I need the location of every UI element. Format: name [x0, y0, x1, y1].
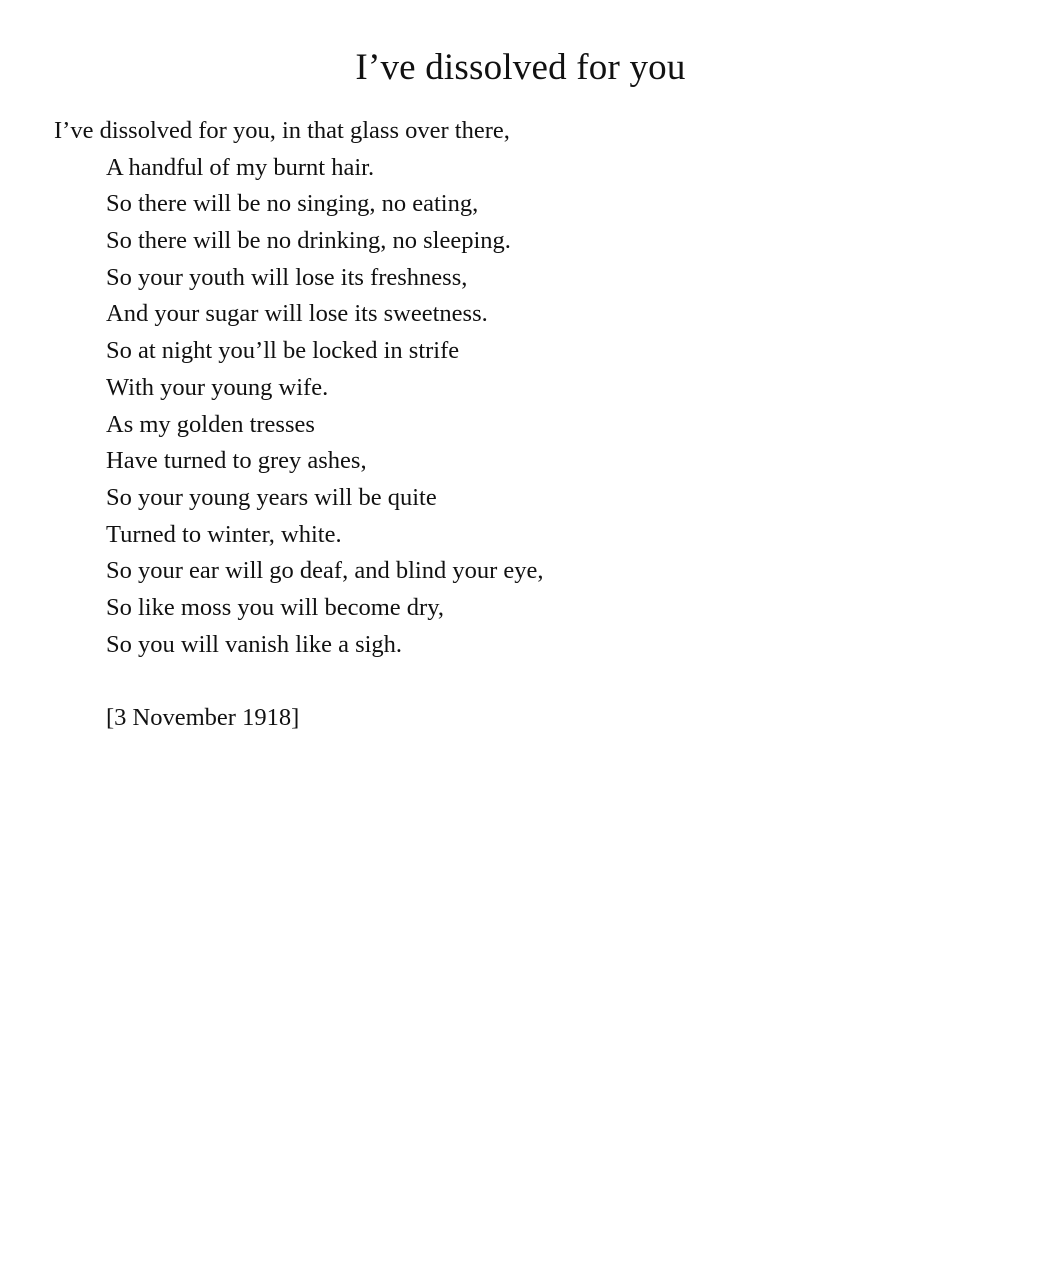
poem-line: So at night you’ll be locked in strife [106, 337, 460, 365]
poem-date: [3 November 1918] [106, 704, 300, 731]
poem-line: As my golden tresses [106, 410, 315, 438]
poem-line: A handful of my burnt hair. [106, 153, 375, 181]
poem-line: So your ear will go deaf, and blind your eye, [106, 557, 544, 585]
poem-line: So your young years will be quite [106, 483, 437, 511]
poem-line: So there will be no singing, no eating, [106, 190, 479, 218]
poem-line: Turned to winter, white. [106, 520, 342, 548]
poem-line: So there will be no drinking, no sleeping. [106, 227, 511, 255]
poem-line: I’ve dissolved for you, in that glass over there, [54, 117, 510, 144]
poem-line: With your young wife. [106, 373, 329, 401]
poem-line: Have turned to grey ashes, [106, 447, 367, 475]
poem-body [54, 113, 1014, 663]
poem-line: And your sugar will lose its sweetness. [106, 300, 488, 328]
poem-line: So you will vanish like a sigh. [106, 630, 403, 658]
poem-line: So like moss you will become dry, [106, 593, 444, 621]
poem-title: I’ve dissolved for you [355, 47, 686, 88]
poem-line: So your youth will lose its freshness, [106, 263, 468, 291]
